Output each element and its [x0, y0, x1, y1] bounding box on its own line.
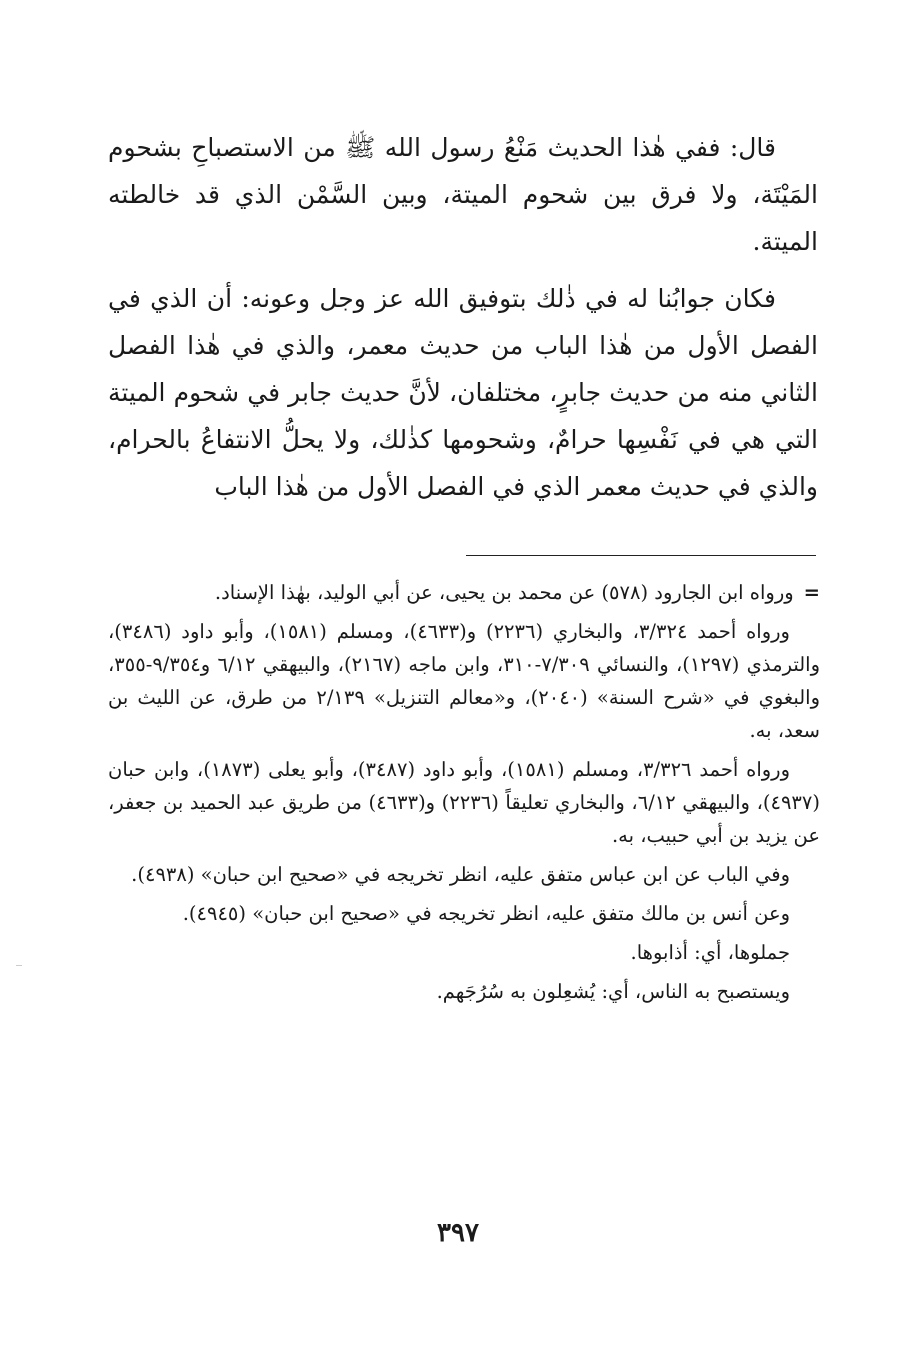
paragraph-1: قال: ففي هٰذا الحديث مَنْعُ رسول الله ﷺ من الاستصباحِ بشحوم المَيْتَة، ولا فرق بين شحوم الميتة، وبين السَّمْن الذي قد خالطته الميتة.: [108, 133, 818, 256]
footnote-7: ويستصبح به الناس، أي: يُشعِلون به سُرُجَهم.: [436, 980, 790, 1003]
scan-speck: [16, 965, 22, 966]
footnote-5: وعن أنس بن مالك متفق عليه، انظر تخريجه في «صحيح ابن حبان» (٤٩٤٥).: [182, 902, 790, 925]
main-text: [108, 124, 818, 510]
footnote-1-text: ورواه ابن الجارود (٥٧٨) عن محمد بن يحيى، عن أبي الوليد، بهٰذا الإسناد.: [214, 581, 794, 604]
footnote-1: [108, 576, 820, 609]
continuation-mark: =: [803, 581, 820, 604]
footnote-3: ورواه أحمد ٣/٣٢٦، ومسلم (١٥٨١)، وأبو داود (٣٤٨٧)، وأبو يعلى (١٨٧٣)، وابن حبان (٤٩٣٧)، والبيهقي ٦/١٢، والبخاري تعليقاً (٢٢٣٦) و(٤٦٣٣) من طريق عبد الحميد بن جعفر، عن يزيد بن أبي حبيب، به.: [108, 758, 820, 847]
footnote-6: جملوها، أي: أذابوها.: [630, 941, 790, 964]
paragraph-2: فكان جوابُنا له في ذٰلك بتوفيق الله عز وجل وعونه: أن الذي في الفصل الأول من هٰذا الباب من حديث معمر، والذي في هٰذا الفصل الثاني منه من حديث جابرٍ، مختلفان، لأنَّ حديث جابر في شحوم الميتة التي هي في نَفْسِها حرامٌ، وشحومها كذٰلك، ولا يحلُّ الانتفاعُ بالحرام، والذي في حديث معمر الذي في الفصل الأول من هٰذا الباب: [108, 284, 818, 501]
footnote-4: وفي الباب عن ابن عباس متفق عليه، انظر تخريجه في «صحيح ابن حبان» (٤٩٣٨).: [131, 863, 790, 886]
footnote-separator: [466, 555, 816, 556]
page-number: ٣٩٧: [437, 1218, 479, 1248]
footnote-2: ورواه أحمد ٣/٣٢٤، والبخاري (٢٢٣٦) و(٤٦٣٣)، ومسلم (١٥٨١)، وأبو داود (٣٤٨٦)، والترمذي (١٢٩٧)، والنسائي ٧/٣٠٩-٣١٠، وابن ماجه (٢١٦٧)، والبيهقي ٦/١٢ و٩/٣٥٤-٣٥٥، والبغوي في «شرح السنة» (٢٠٤٠)، و«معالم التنزيل» ٢/١٣٩ من طرق، عن الليث بن سعد، به.: [108, 620, 821, 742]
footnotes: [108, 576, 820, 1014]
